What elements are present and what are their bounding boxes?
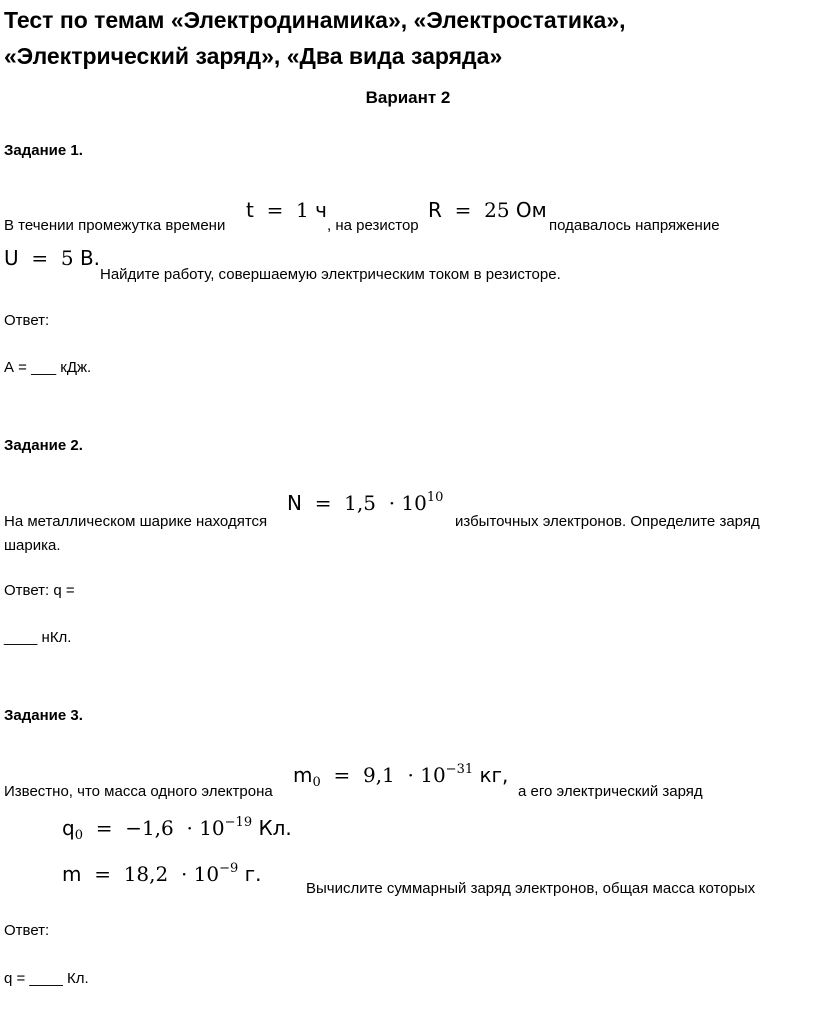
task3-text-before-m0: Известно, что масса одного электрона bbox=[4, 783, 273, 800]
task2-answer-line: ____ нКл. bbox=[4, 629, 72, 646]
task3-heading: Задание 3. bbox=[4, 707, 83, 724]
formula-R: R = 25 Ом bbox=[428, 198, 547, 222]
task3-text-after-m0: а его электрический заряд bbox=[518, 783, 703, 800]
task2-answer-label: Ответ: q = bbox=[4, 582, 75, 599]
formula-q0: $q_0 = -1,6 \cdot 10^{-19}$ Кл. bbox=[62, 815, 292, 843]
task3-answer-label: Ответ: bbox=[4, 922, 50, 939]
task3-question: Вычислите суммарный заряд электронов, общая масса которых bbox=[306, 880, 756, 897]
formula-t: t = 1 ч bbox=[246, 198, 327, 222]
task1-heading: Задание 1. bbox=[4, 142, 83, 159]
task2-text-before-N: На металлическом шарике находятся bbox=[4, 513, 268, 530]
task2-text-after-N: избыточных электронов. Определите заряд bbox=[455, 513, 760, 530]
formula-N: $N = 1,5 \cdot 10^{10}$ bbox=[287, 490, 444, 515]
task1-question: Найдите работу, совершаемую электрическим током в резисторе. bbox=[100, 266, 561, 283]
task1-answer-line: А = ___ кДж. bbox=[4, 359, 92, 376]
document-title: Тест по темам «Электродинамика», «Электростатика», «Электрический заряд», «Два вида заряда» bbox=[4, 7, 626, 69]
task1-text-before-t: В течении промежутка времени bbox=[4, 217, 226, 234]
formula-m0: $m_0 = 9,1 \cdot 10^{-31}$ кг, bbox=[293, 762, 509, 790]
task2-heading: Задание 2. bbox=[4, 437, 83, 454]
variant-heading: Вариант 2 bbox=[365, 88, 451, 107]
task1-text-after-R: подавалось напряжение bbox=[549, 217, 720, 234]
formula-U: U = 5 В. bbox=[4, 246, 101, 270]
task1-text-before-R: , на резистор bbox=[327, 217, 419, 234]
formula-m: $m = 18,2 \cdot 10^{-9}$ г. bbox=[62, 861, 262, 886]
task3-answer-line: q = ____ Кл. bbox=[4, 970, 89, 987]
task2-text-line2: шарика. bbox=[4, 537, 61, 554]
task1-answer-label: Ответ: bbox=[4, 312, 50, 329]
